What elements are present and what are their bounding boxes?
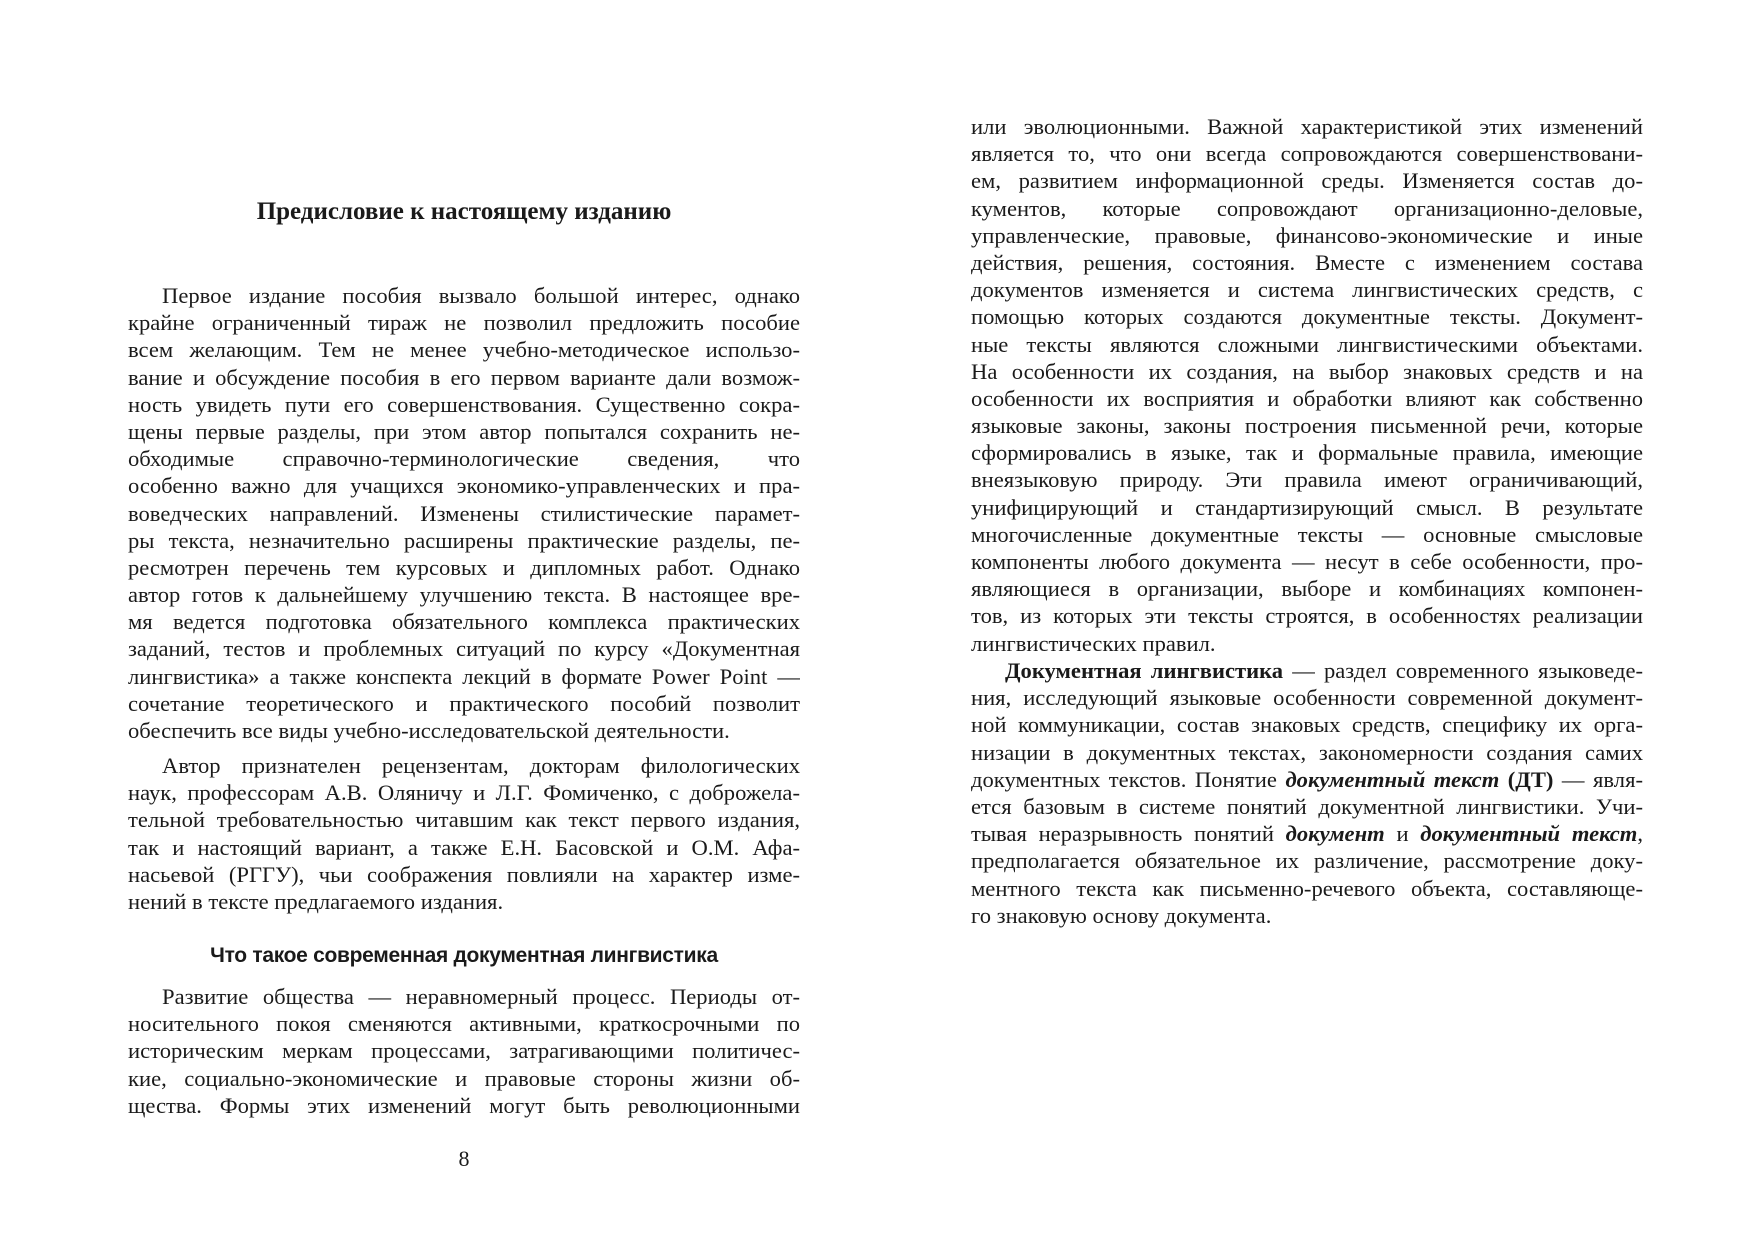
text-line: многочисленные документные тексты — основные смысловые [971, 521, 1643, 547]
text-line: является то, что они всегда сопровождаются совершенствовани- [971, 141, 1643, 167]
text-line: крайне ограниченный тираж не позволил предложить пособие [128, 310, 800, 336]
text-line: ной коммуникации, состав знаковых средств, специфику их орга- [971, 712, 1643, 738]
term-document-linguistics: Документная лингвистика [1005, 658, 1284, 683]
text-line: носительного покоя сменяются активными, краткосрочными по [128, 1011, 800, 1037]
text-line: обходимые справочно-терминологические сведения, что [128, 446, 800, 472]
text-line: историческим меркам процессами, затрагивающими политичес- [128, 1038, 800, 1064]
section-paragraph-2 [971, 113, 1643, 657]
term-document-text: документный текст [1285, 766, 1500, 792]
section-title: Что такое современная документная лингвистика [210, 944, 718, 967]
text-line: ния, исследующий языковые особенности современной документ- [971, 685, 1643, 711]
text-line: тов, из которых эти тексты строятся, в особенностях реализации [971, 603, 1643, 629]
text-line: ресмотрен перечень тем курсовых и дипломных работ. Однако [128, 554, 800, 580]
preface-paragraph-2 [128, 752, 800, 915]
text-line: ем, развитием информационной среды. Изменяется состав до- [971, 168, 1643, 194]
preface-paragraph-1 [128, 282, 800, 744]
text-line: компоненты любого документа — несут в себе особенности, про- [971, 549, 1643, 574]
text-line: насьевой (РГГУ), чьи соображения повлияли на характер изме- [128, 861, 800, 887]
term-document-text-2: документный текст [1420, 821, 1638, 847]
text-line: ется базовым в системе понятий документной лингвистики. Учи- [971, 793, 1643, 819]
text-line: сочетание теоретического и практического пособий позволит [128, 690, 800, 716]
text-line: Первое издание пособия вызвало большой интерес, однако [162, 283, 800, 308]
text-line: внеязыковую природу. Эти правила имеют ограничивающий, [971, 467, 1643, 493]
text-line: щества. Формы этих изменений могут быть революционными [128, 1092, 800, 1118]
text-line: всем желающим. Тем не менее учебно-методическое использо- [128, 337, 800, 363]
text-line: кументов, которые сопровождают организационно-деловые, [971, 195, 1643, 221]
text-line: На особенности их создания, на выбор знаковых средств и на [971, 358, 1643, 384]
text-line: ность увидеть пути его совершенствования. Существенно сокра- [128, 391, 800, 417]
term-abbreviation: (ДТ) [1499, 766, 1554, 792]
text-line: языковые законы, законы построения письменной речи, которые [971, 413, 1643, 439]
text-line: документных текстов. Понятие документный текст (ДТ) — явля- [971, 766, 1643, 792]
text-line: Автор признателен рецензентам, докторам филологических [162, 753, 800, 778]
text-line: обеспечить все виды учебно-исследовательской деятельности. [128, 718, 730, 743]
text-line: наук, профессорам А.В. Оляничу и Л.Г. Фомиченко, с доброжела- [128, 780, 800, 806]
text-line: ментного текста как письменно-речевого объекта, составляюще- [971, 875, 1643, 901]
text-line: лингвистика» а также конспекта лекций в формате Power Point — [128, 663, 800, 689]
text-line: воведческих направлений. Изменены стилистические парамет- [128, 500, 800, 526]
text-line: вание и обсуждение пособия в его первом варианте дали возмож- [128, 364, 800, 390]
text-line: особенно важно для учащихся экономико-управленческих и пра- [128, 473, 800, 499]
text-line: нений в тексте предлагаемого издания. [128, 888, 504, 914]
section-paragraph-1 [128, 983, 800, 1119]
text-line: так и настоящий вариант, а также Е.Н. Басовской и О.М. Афа- [128, 834, 800, 860]
text-line: ные тексты являются сложными лингвистическими объектами. [971, 331, 1643, 357]
text-line: тельной требовательностью читавшим как текст первого издания, [128, 807, 800, 833]
text-line: ры текста, незначительно расширены практические разделы, пе- [128, 527, 800, 553]
text-line: сформировались в языке, так и формальные правила, имеющие [971, 440, 1643, 466]
text-line: документов изменяется и система лингвистических средств, с [971, 277, 1643, 303]
text-line: заданий, тестов и проблемных ситуаций по курсу «Документная [128, 636, 800, 662]
text-line: автор готов к дальнейшему улучшению текста. В настоящее вре- [128, 582, 800, 608]
text-line: мя ведется подготовка обязательного комплекса практических [128, 609, 800, 635]
page-number: 8 [458, 1146, 470, 1171]
text-line: унифицирующий и стандартизирующий смысл. В результате [971, 494, 1643, 520]
text-line: или эволюционными. Важной характеристикой этих изменений [971, 114, 1643, 139]
text-line: кие, социально-экономические и правовые стороны жизни об- [128, 1065, 800, 1091]
text-line: тывая неразрывность понятий документ и документный текст, [971, 821, 1643, 847]
definition-paragraph [971, 657, 1643, 929]
text-line: управленческие, правовые, финансово-экономические и иные [971, 222, 1643, 248]
text-line: го знаковую основу документа. [971, 902, 1272, 928]
text-line: Развитие общества — неравномерный процесс. Периоды от- [162, 984, 800, 1009]
text-line: особенности их восприятия и обработки влияют как собственно [971, 385, 1643, 411]
text-line: лингвистических правил. [971, 630, 1216, 656]
term-document: документ [1285, 821, 1385, 847]
text-line: предполагается обязательное их различение, рассмотрение доку- [971, 848, 1643, 874]
preface-title: Предисловие к настоящему изданию [256, 198, 672, 225]
text-line: являющиеся в организации, выборе и комбинациях компонен- [971, 576, 1643, 602]
text-line: действия, решения, состояния. Вместе с изменением состава [971, 249, 1643, 275]
text-line: щены первые разделы, при этом автор попытался сохранить не- [128, 418, 800, 444]
text-line: Документная лингвистика — раздел современного языковеде- [1005, 658, 1643, 683]
text-line: помощью которых создаются документные тексты. Документ- [971, 304, 1643, 330]
text-line: низации в документных текстах, закономерности создания самих [971, 739, 1643, 765]
